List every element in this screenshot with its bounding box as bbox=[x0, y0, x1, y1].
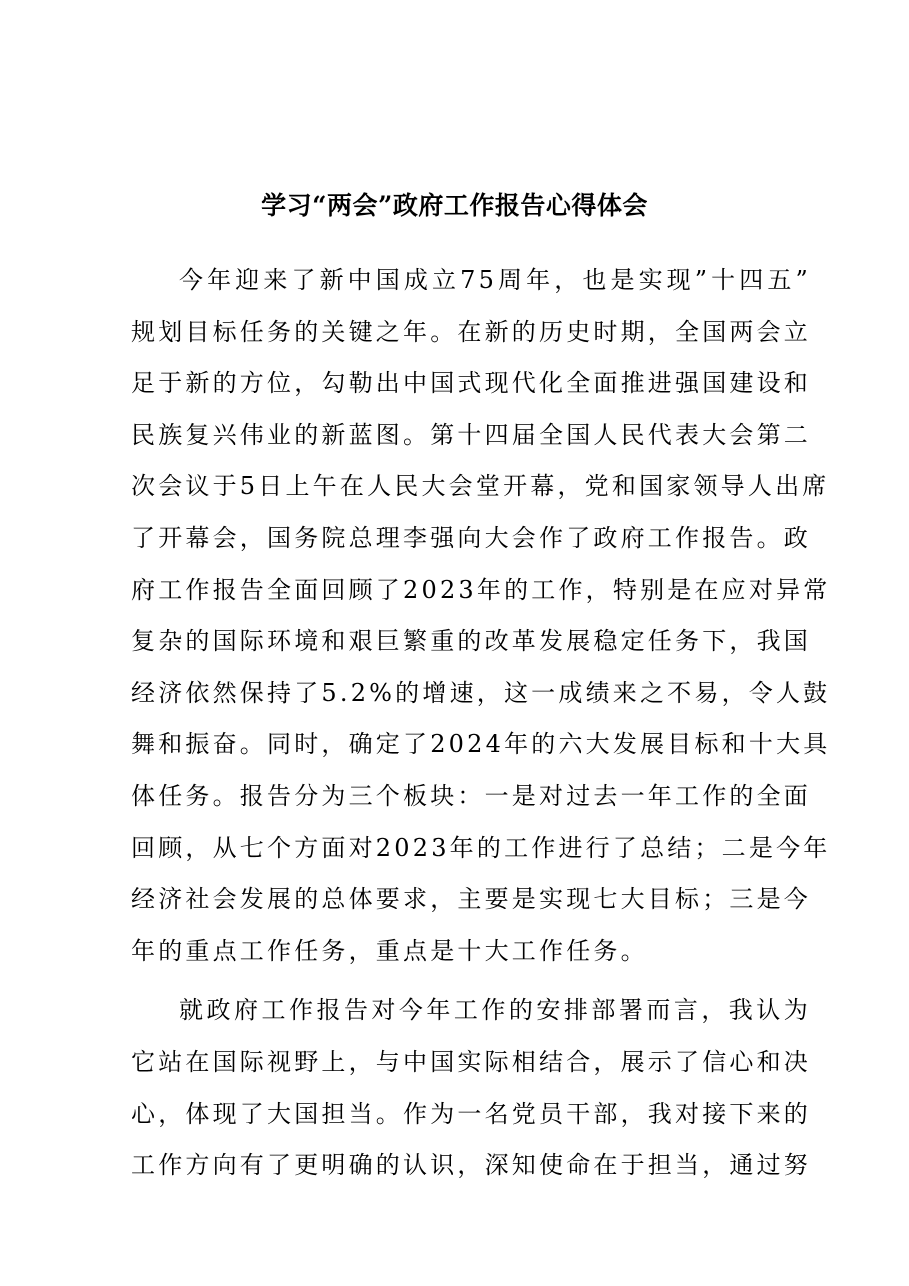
paragraph-line: 今年迎来了新中国成立75周年，也是实现”十四五” bbox=[179, 266, 811, 294]
paragraph-line: 体任务。报告分为三个板块：一是对过去一年工作的全面 bbox=[131, 781, 811, 810]
paragraph-line: 规划目标任务的关键之年。在新的历史时期，全国两会立 bbox=[131, 317, 811, 346]
paragraph-line: 经济社会发展的总体要求，主要是实现七大目标；三是今 bbox=[131, 885, 811, 914]
document-body bbox=[131, 259, 831, 1196]
paragraph-line: 足于新的方位，勾勒出中国式现代化全面推进强国建设和 bbox=[131, 369, 811, 398]
paragraph-line: 府工作报告全面回顾了2023年的工作，特别是在应对异常 bbox=[131, 575, 831, 604]
paragraph-line: 舞和振奋。同时，确定了2024年的六大发展目标和十大具 bbox=[131, 730, 831, 759]
paragraph-line: 它站在国际视野上，与中国实际相结合，展示了信心和决 bbox=[131, 1047, 811, 1076]
paragraph-line: 复杂的国际环境和艰巨繁重的改革发展稳定任务下，我国 bbox=[131, 627, 811, 656]
paragraph-line: 就政府工作报告对今年工作的安排部署而言，我认为 bbox=[179, 996, 811, 1025]
paragraph-line: 心，体现了大国担当。作为一名党员干部，我对接下来的 bbox=[131, 1099, 811, 1128]
paragraph-line: 工作方向有了更明确的认识，深知使命在于担当，通过努 bbox=[131, 1151, 811, 1180]
paragraph-line: 次会议于5日上午在人民大会堂开幕，党和国家领导人出席 bbox=[131, 472, 830, 501]
paragraph-line: 经济依然保持了5.2%的增速，这一成绩来之不易，令人鼓 bbox=[131, 678, 831, 707]
paragraph-line: 年的重点工作任务，重点是十大工作任务。 bbox=[131, 936, 648, 965]
paragraph-line: 了开幕会，国务院总理李强向大会作了政府工作报告。政 bbox=[131, 523, 811, 552]
paragraph-2 bbox=[131, 989, 811, 1195]
paragraph-gap bbox=[131, 981, 811, 989]
paragraph-line: 回顾，从七个方面对2023年的工作进行了总结；二是今年 bbox=[131, 833, 831, 862]
paragraph-line: 民族复兴伟业的新蓝图。第十四届全国人民代表大会第二 bbox=[131, 420, 811, 449]
paragraph-1 bbox=[131, 259, 831, 981]
document-title: 学习“两会”政府工作报告心得体会 bbox=[261, 191, 648, 220]
